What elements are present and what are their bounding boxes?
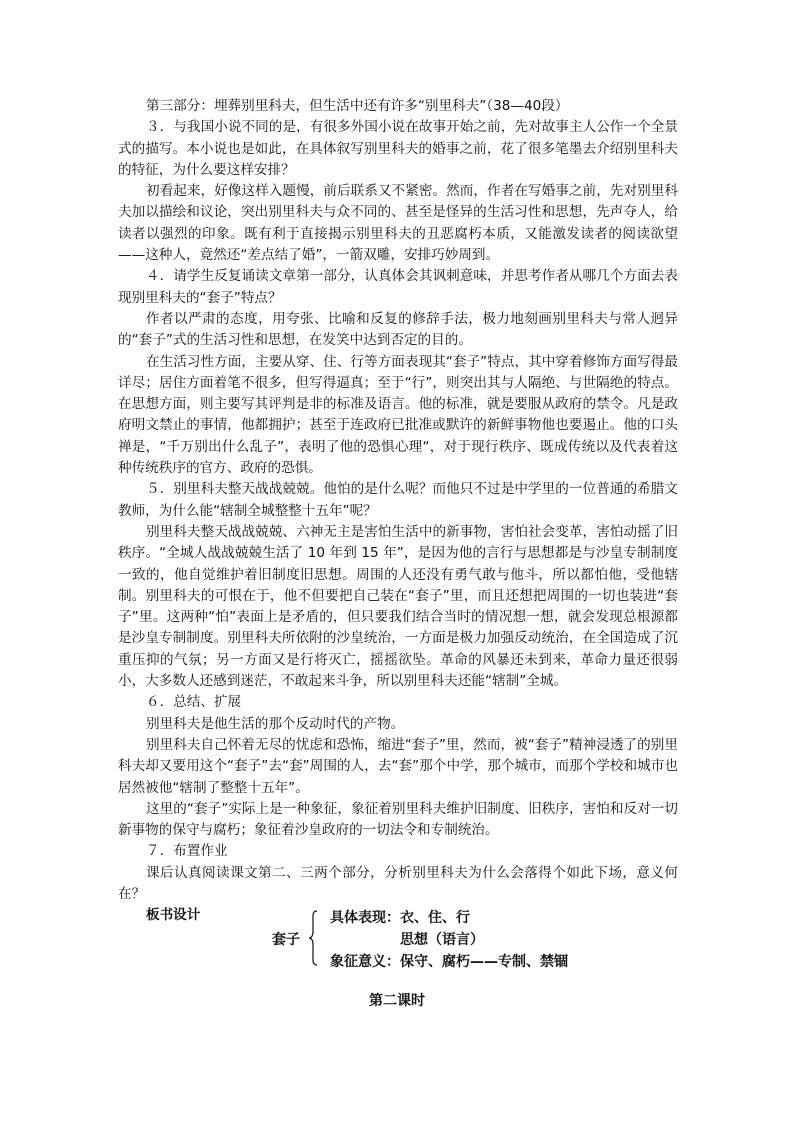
board-line-thought: 思想（语言） (400, 932, 484, 948)
board-design-heading: 板书设计 (146, 907, 201, 924)
board-line-symbolism: 象征意义：保守、腐朽——专制、禁锢 (330, 954, 568, 970)
paragraph-homework: 课后认真阅读课文第二、三两个部分，分析别里科夫为什么会落得个如此下场，意义何在？ (118, 864, 678, 902)
paragraph-answer-5: 别里科夫整天战战兢兢、六神无主是害怕生活中的新事物，害怕社会变革，害怕动摇了旧秩序。“全城人战战兢兢生活了 10 年到 15 年”，是因为他的言行与思想都是与沙皇专制制度一致的，他自觉维护着旧制度旧思想。周围的人还没有勇气敢与他斗，所以都怕他，受他辖制。别里科夫的可恨在于，他不但要把自己装在“套子”里，而且还想把周围的一切也装进“套子”里。这两种“怕”表面上是矛盾的，但只要我们结合当时的情况想一想，就会发现总根源都是沙皇专制制度。别里科夫所依附的沙皇统治，一方面是极力加强反动统治，在全国造成了沉重压抑的气氛；另一方面又是行将灭亡，摇摇欲坠。革命的风暴还未到来，革命力量还很弱小，大多数人还感到迷茫，不敢起来斗争，所以别里科夫还能“辖制”全城。 (118, 523, 678, 690)
paragraph-question-3: ３．与我国小说不同的是，有很多外国小说在故事开始之前，先对故事主人公作一个全景式的描写。本小说也是如此，在具体叙写别里科夫的婚事之前，花了很多笔墨去介绍别里科夫的特征，为什么要这样安排？ (118, 119, 678, 178)
brace-icon (308, 910, 318, 966)
paragraph-question-4: ４．请学生反复诵读文章第一部分，认真体会其讽刺意味，并思考作者从哪几个方面去表现别里科夫的“套子”特点？ (118, 268, 678, 306)
lesson-heading: 第二课时 (369, 993, 425, 1009)
paragraph-heading-7: ７．布置作业 (146, 843, 228, 860)
paragraph-heading-6: ６．总结、扩展 (146, 694, 242, 711)
paragraph-answer-4b: 在生活习性方面，主要从穿、住、行等方面表现其“套子”特点，其中穿着修饰方面写得最详尽；居住方面着笔不很多，但写得逼真；至于“行”，则突出其与人隔绝、与世隔绝的特点。在思想方面，则主要写其评判是非的标准及语言。他的标准，就是要服从政府的禁令。凡是政府明文禁止的事情，他都拥护；甚至于连政府已批准或默许的新鲜事物他也要遏止。他的口头禅是，“千万别出什么乱子”，表明了他的恐惧心理“，对于现行秩序、既成传统以及代表着这种传统秩序的官方、政府的恐惧。 (118, 353, 678, 477)
board-design-diagram (272, 906, 592, 972)
paragraph-answer-3: 初看起来，好像这样入题慢，前后联系又不紧密。然而，作者在写婚事之前，先对别里科夫加以描绘和议论，突出别里科夫与众不同的、甚至是怪异的生活习性和思想，先声夺人，给读者以强烈的印象。既有利于直接揭示别里科夫的丑恶腐朽本质，又能激发读者的阅读欲望——这种人，竟然还“差点结了婚”，一箭双雕，安排巧妙周到。 (118, 183, 678, 264)
paragraph-answer-4a: 作者以严肃的态度，用夸张、比喻和反复的修辞手法，极力地刻画别里科夫与常人迥异的“套子”式的生活习性和思想，在发笑中达到否定的目的。 (118, 310, 678, 349)
paragraph-summary-c: 这里的“套子”实际上是一种象征，象征着别里科夫维护旧制度、旧秩序，害怕和反对一切新事物的保守与腐朽；象征着沙皇政府的一切法令和专制统治。 (118, 800, 678, 839)
board-title: 套子 (272, 932, 300, 948)
paragraph-part-three: 第三部分：埋葬别里科夫，但生活中还有许多“别里科夫”（38—40段） (146, 98, 569, 114)
paragraph-summary-b: 别里科夫自己怀着无尽的忧虑和恐怖，缩进“套子”里，然而，被“套子”精神浸透了的别里科夫却又要用这个“套子”去“套”周围的人，去“套”那个中学，那个城市，而那个学校和城市也居然被他“辖制了整整十五年”。 (118, 736, 678, 796)
paragraph-question-5: ５．别里科夫整天战战兢兢。他怕的是什么呢？而他只不过是中学里的一位普通的希腊文教师，为什么能“辖制全城整整十五年”呢？ (118, 481, 678, 519)
document-body (118, 96, 678, 927)
board-line-performance: 具体表现：衣、住、行 (330, 910, 470, 926)
paragraph-summary-a: 别里科夫是他生活的那个反动时代的产物。 (146, 715, 405, 732)
